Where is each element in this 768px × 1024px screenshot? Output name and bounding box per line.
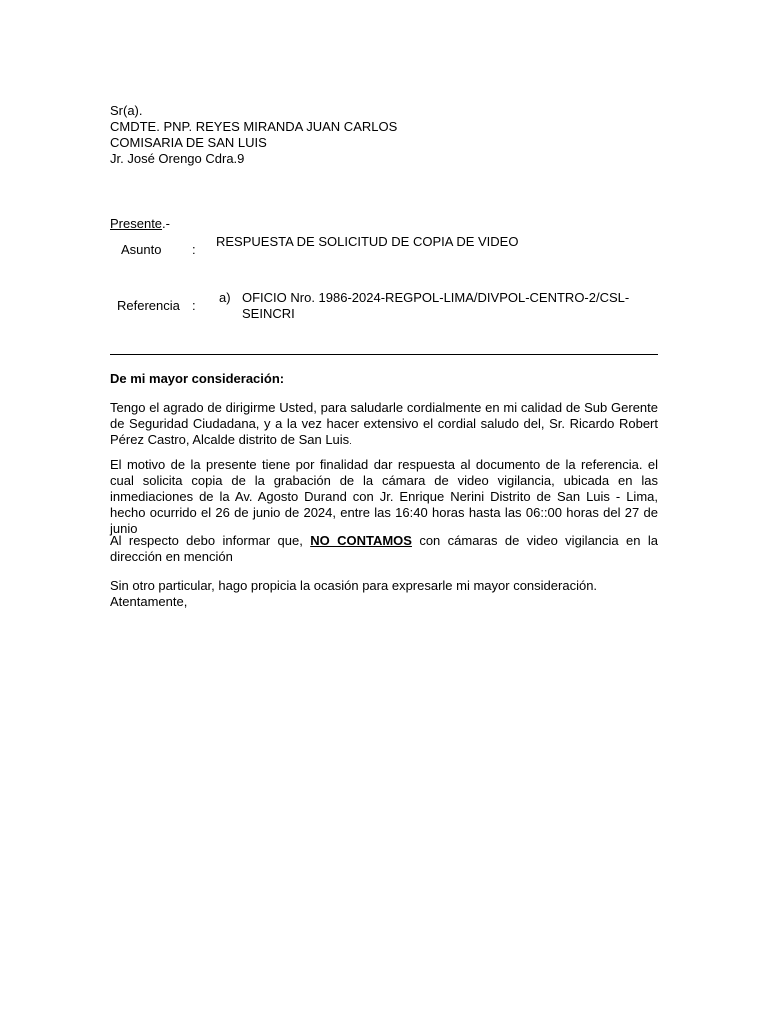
presente-word: Presente bbox=[110, 216, 163, 231]
asunto-text: RESPUESTA DE SOLICITUD DE COPIA DE VIDEO bbox=[216, 234, 519, 249]
paragraph-motive: El motivo de la presente tiene por finalidad dar respuesta al documento de la referencia. el cual solicita copia de la grabación de la cámara de video vigilancia, ubicada en las inmediaciones de la Av. Agosto Durand con Jr. Enrique Nerini Distrito de San Luis - Lima, hecho ocurrido el 26 de junio de 2024, entre las 16:40 horas hasta las 06::00 horas del 27 de junio bbox=[110, 457, 658, 536]
greeting: De mi mayor consideración: bbox=[110, 371, 285, 386]
addressee-name: CMDTE. PNP. REYES MIRANDA JUAN CARLOS bbox=[110, 119, 398, 134]
asunto-colon: : bbox=[192, 242, 196, 257]
referencia-item-marker: a) bbox=[219, 290, 231, 305]
addressee-salutation: Sr(a). bbox=[110, 103, 143, 118]
referencia-item-text: OFICIO Nro. 1986-2024-REGPOL-LIMA/DIVPOL-CENTRO-2/CSL-SEINCRI bbox=[242, 290, 630, 321]
paragraph-response bbox=[110, 533, 658, 565]
paragraph3-emphasis: NO CONTAMOS bbox=[310, 533, 412, 548]
referencia-colon: : bbox=[192, 298, 196, 313]
addressee-address: Jr. José Orengo Cdra.9 bbox=[110, 151, 245, 166]
paragraph1-end: . bbox=[349, 436, 352, 446]
separator-line bbox=[110, 354, 658, 355]
addressee-institution: COMISARIA DE SAN LUIS bbox=[110, 135, 267, 150]
paragraph3-after: con cámaras de video vigilancia en la dirección en mención bbox=[110, 533, 658, 564]
closing-atentamente: Atentamente, bbox=[110, 594, 188, 609]
referencia-label: Referencia bbox=[117, 298, 180, 313]
presente-suffix: .- bbox=[162, 216, 170, 231]
presente-line bbox=[110, 216, 170, 232]
paragraph3-before: Al respecto debo informar que, bbox=[110, 533, 311, 548]
addressee-block bbox=[110, 103, 397, 167]
paragraph1-text: Tengo el agrado de dirigirme Usted, para saludarle cordialmente en mi calidad de Sub Gerente de Seguridad Ciudadana, y a la vez hacer extensivo el cordial saludo del, Sr. Ricardo Robert Pérez Castro, Alcalde distrito de San Luis bbox=[110, 400, 658, 447]
paragraph-closing: Sin otro particular, hago propicia la ocasión para expresarle mi mayor consideración. bbox=[110, 578, 598, 593]
paragraph-greeting bbox=[110, 400, 658, 449]
asunto-label: Asunto bbox=[121, 242, 162, 257]
